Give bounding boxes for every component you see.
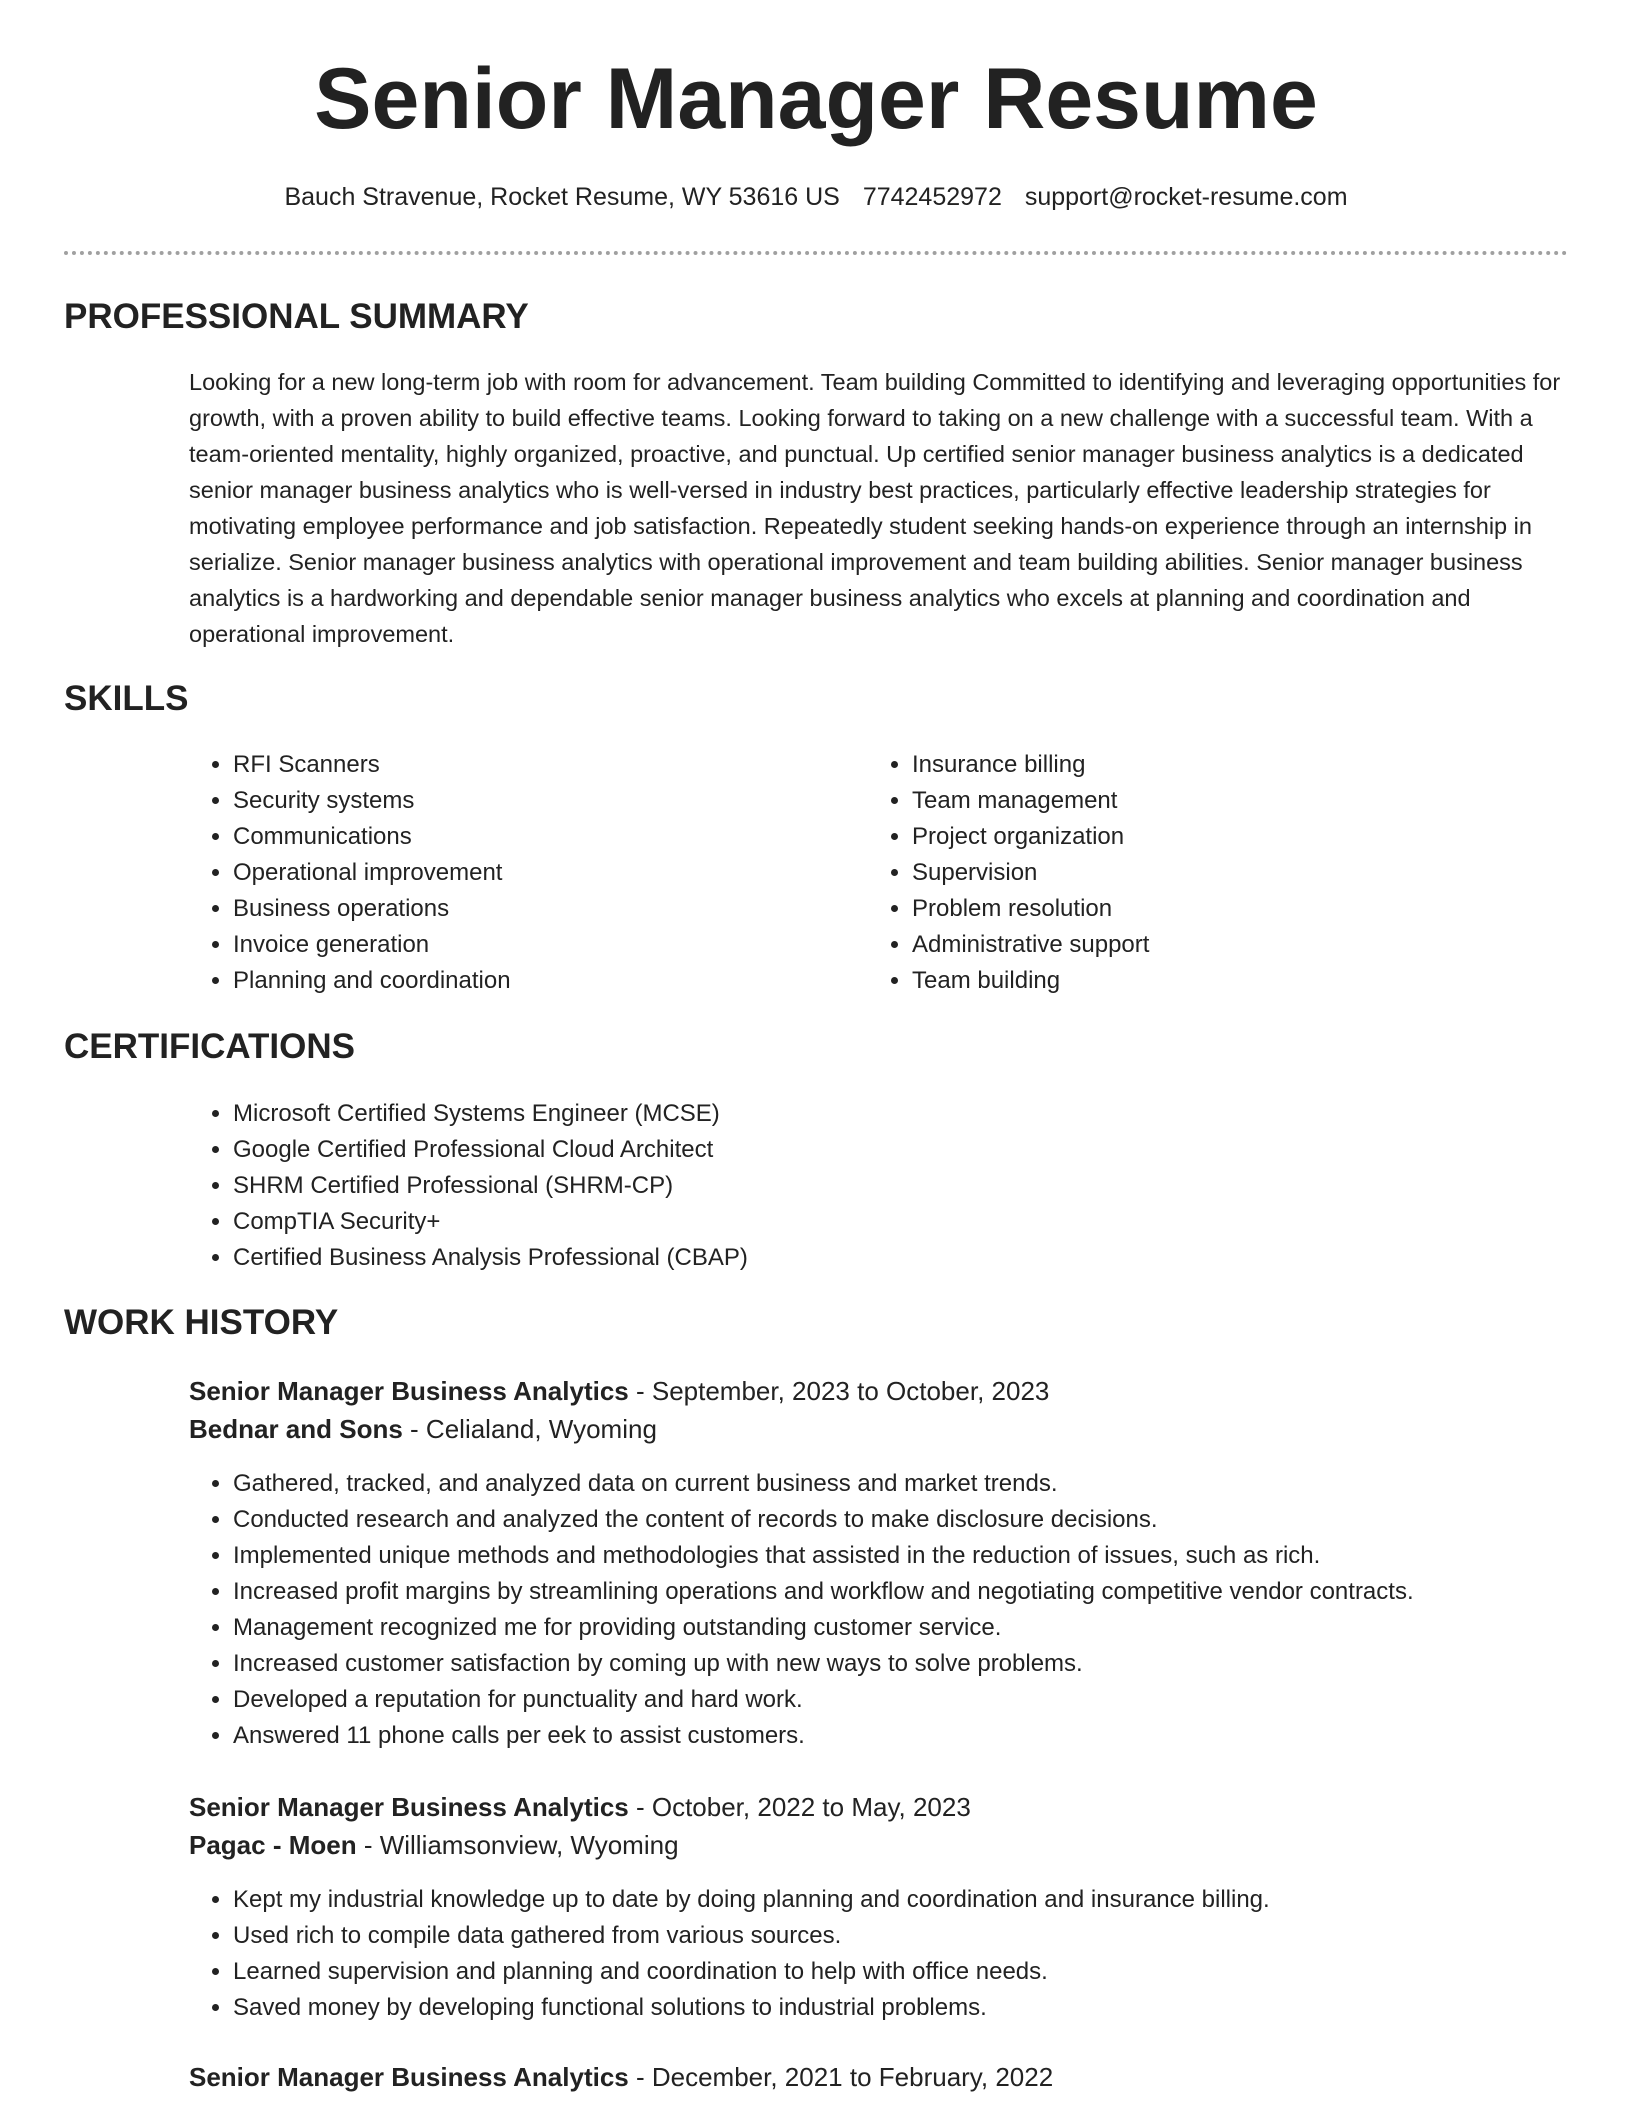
list-item: • Security systems	[233, 783, 833, 819]
header-divider	[64, 251, 1568, 255]
list-item: • Invoice generation	[233, 927, 833, 963]
section-title-certifications: CERTIFICATIONS	[64, 1027, 356, 1066]
job-title: Senior Manager Business Analytics	[189, 2062, 629, 2092]
list-item: • CompTIA Security+	[233, 1204, 1533, 1240]
list-item: • Operational improvement	[233, 855, 833, 891]
list-item: • Certified Business Analysis Professional (CBAP)	[233, 1240, 1533, 1276]
certifications-list	[189, 1096, 1533, 1276]
list-item: • Microsoft Certified Systems Engineer (MCSE)	[233, 1096, 1533, 1132]
job-title-line	[189, 1372, 1049, 1410]
list-item: • Business operations	[233, 891, 833, 927]
section-title-summary: PROFESSIONAL SUMMARY	[64, 297, 529, 336]
list-item: • Developed a reputation for punctuality and hard work.	[233, 1682, 1613, 1718]
list-item: • Administrative support	[912, 927, 1512, 963]
job-dates: - October, 2022 to May, 2023	[628, 1792, 971, 1822]
list-item: • Planning and coordination	[233, 963, 833, 999]
list-item: • Used rich to compile data gathered from various sources.	[233, 1918, 1613, 1954]
list-item: • RFI Scanners	[233, 747, 833, 783]
list-item: • SHRM Certified Professional (SHRM-CP)	[233, 1168, 1533, 1204]
list-item: • Project organization	[912, 819, 1512, 855]
job-dates: - September, 2023 to October, 2023	[628, 1376, 1050, 1406]
skills-list-right	[868, 747, 1512, 999]
job-duties-list	[189, 1882, 1613, 2026]
job-company: Bednar and Sons	[189, 1414, 403, 1444]
contact-email: support@rocket-resume.com	[1024, 183, 1348, 211]
skills-list-left	[189, 747, 833, 999]
list-item: • Team management	[912, 783, 1512, 819]
list-item: • Implemented unique methods and methodologies that assisted in the reduction of issues, such as rich.	[233, 1538, 1613, 1574]
list-item: • Supervision	[912, 855, 1512, 891]
list-item: • Problem resolution	[912, 891, 1512, 927]
job-company-line	[189, 1826, 679, 1864]
job-title-line	[189, 1788, 971, 1826]
list-item: • Google Certified Professional Cloud Architect	[233, 1132, 1533, 1168]
contact-phone: 7742452972	[862, 183, 1002, 211]
job-title: Senior Manager Business Analytics	[189, 1376, 629, 1406]
contact-address: Bauch Stravenue, Rocket Resume, WY 53616 US	[284, 183, 840, 211]
section-title-skills: SKILLS	[64, 679, 189, 718]
list-item: • Learned supervision and planning and coordination to help with office needs.	[233, 1954, 1613, 1990]
job-company: Pagac - Moen	[189, 1830, 357, 1860]
section-title-work-history: WORK HISTORY	[64, 1303, 339, 1342]
list-item: • Answered 11 phone calls per eek to assist customers.	[233, 1718, 1613, 1754]
summary-text: Looking for a new long-term job with room for advancement. Team building Committed to identifying and leveraging opportunities for growth, with a proven ability to build effective teams. Looking forward to taking on a new challenge with a successful team. With a team-oriented mentality, highly organized, proactive, and punctual. Up certified senior manager business analytics is a dedicated senior manager business analytics who is well-versed in industry best practices, particularly effective leadership strategies for motivating employee performance and job satisfaction. Repeatedly student seeking hands-on experience through an internship in serialize. Senior manager business analytics with operational improvement and team building abilities. Senior manager business analytics is a hardworking and dependable senior manager business analytics who excels at planning and coordination and operational improvement.	[189, 369, 1561, 647]
contact-line	[0, 182, 1632, 212]
job-dates: - December, 2021 to February, 2022	[628, 2062, 1054, 2092]
list-item: • Saved money by developing functional solutions to industrial problems.	[233, 1990, 1613, 2026]
list-item: • Increased profit margins by streamlining operations and workflow and negotiating competitive vendor contracts.	[233, 1574, 1613, 1610]
job-company-line	[189, 1410, 657, 1448]
job-location: - Celialand, Wyoming	[402, 1414, 657, 1444]
job-title: Senior Manager Business Analytics	[189, 1792, 629, 1822]
job-title-line	[189, 2058, 1053, 2096]
list-item: • Kept my industrial knowledge up to date by doing planning and coordination and insurance billing.	[233, 1882, 1613, 1918]
list-item: • Management recognized me for providing outstanding customer service.	[233, 1610, 1613, 1646]
list-item: • Increased customer satisfaction by coming up with new ways to solve problems.	[233, 1646, 1613, 1682]
list-item: • Gathered, tracked, and analyzed data on current business and market trends.	[233, 1466, 1613, 1502]
resume-title: Senior Manager Resume	[314, 51, 1318, 147]
job-location: - Williamsonview, Wyoming	[356, 1830, 679, 1860]
list-item: • Communications	[233, 819, 833, 855]
list-item: • Insurance billing	[912, 747, 1512, 783]
list-item: • Conducted research and analyzed the content of records to make disclosure decisions.	[233, 1502, 1613, 1538]
list-item: • Team building	[912, 963, 1512, 999]
job-duties-list	[189, 1466, 1613, 1754]
